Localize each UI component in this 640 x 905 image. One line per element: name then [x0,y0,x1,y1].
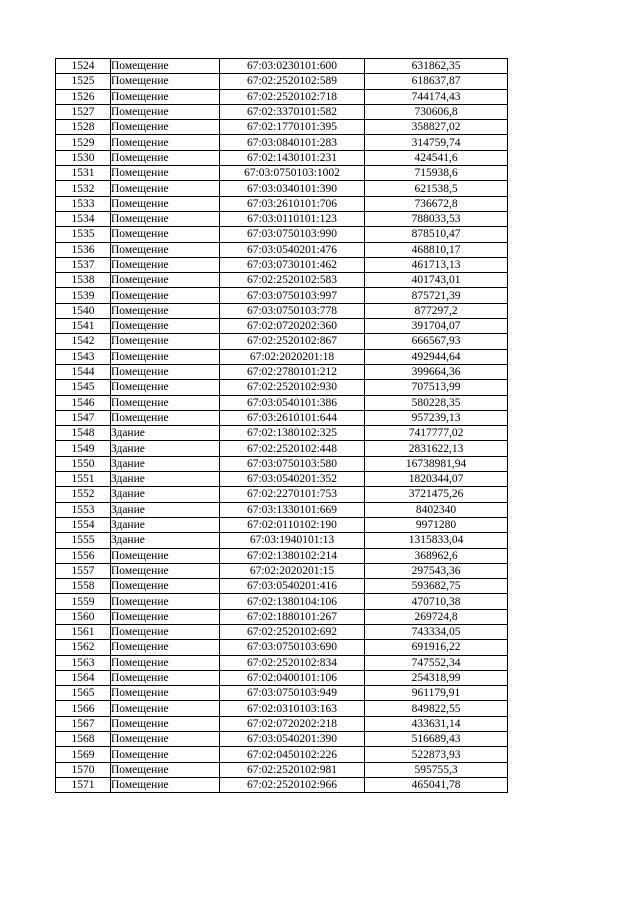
table-row [56,181,508,196]
row-number: 1541 [56,319,111,334]
object-type: Помещение [111,166,220,181]
table-row [56,349,508,364]
row-number: 1571 [56,777,111,792]
row-number: 1524 [56,59,111,74]
cadastral-value: 1820344,07 [365,472,508,487]
cadastral-value: 744174,43 [365,89,508,104]
cadastral-value: 461713,13 [365,257,508,272]
cadastral-number: 67:03:0540201:416 [220,579,365,594]
table-row [56,762,508,777]
table-row [56,59,508,74]
cadastral-number: 67:02:1380102:325 [220,426,365,441]
table-row [56,609,508,624]
cadastral-number: 67:02:2520102:930 [220,380,365,395]
table-row [56,533,508,548]
object-type: Здание [111,517,220,532]
cadastral-number: 67:02:2520102:589 [220,74,365,89]
row-number: 1563 [56,655,111,670]
cadastral-number: 67:03:0750103:778 [220,303,365,318]
row-number: 1538 [56,273,111,288]
object-type: Помещение [111,640,220,655]
cadastral-number: 67:03:0540201:476 [220,242,365,257]
cadastral-number: 67:02:2520102:834 [220,655,365,670]
row-number: 1565 [56,686,111,701]
cadastral-value: 788033,53 [365,211,508,226]
row-number: 1527 [56,104,111,119]
table-row [56,655,508,670]
cadastral-number: 67:02:2520102:718 [220,89,365,104]
cadastral-value: 254318,99 [365,670,508,685]
row-number: 1558 [56,579,111,594]
cadastral-number: 67:02:2780101:212 [220,364,365,379]
cadastral-value: 580228,35 [365,395,508,410]
cadastral-number: 67:02:2520102:692 [220,624,365,639]
cadastral-value: 618637,87 [365,74,508,89]
table-row [56,303,508,318]
cadastral-number: 67:02:2020201:15 [220,563,365,578]
cadastral-value: 465041,78 [365,777,508,792]
object-type: Помещение [111,120,220,135]
cadastral-value: 691916,22 [365,640,508,655]
object-type: Помещение [111,777,220,792]
row-number: 1543 [56,349,111,364]
cadastral-number: 67:03:2610101:644 [220,410,365,425]
row-number: 1562 [56,640,111,655]
cadastral-number: 67:03:0750103:580 [220,456,365,471]
table-row [56,395,508,410]
cadastral-number: 67:03:0540201:352 [220,472,365,487]
object-type: Помещение [111,104,220,119]
row-number: 1533 [56,196,111,211]
row-number: 1546 [56,395,111,410]
object-type: Помещение [111,303,220,318]
table-row [56,517,508,532]
table-row [56,288,508,303]
object-type: Помещение [111,732,220,747]
cadastral-value: 470710,38 [365,594,508,609]
object-type: Помещение [111,380,220,395]
row-number: 1557 [56,563,111,578]
table-row [56,701,508,716]
cadastral-number: 67:03:0340101:390 [220,181,365,196]
table-row [56,579,508,594]
row-number: 1537 [56,257,111,272]
table-row [56,548,508,563]
object-type: Здание [111,533,220,548]
cadastral-number: 67:02:0720202:218 [220,716,365,731]
table-row [56,670,508,685]
cadastral-value: 595755,3 [365,762,508,777]
object-type: Помещение [111,410,220,425]
cadastral-value: 736672,8 [365,196,508,211]
row-number: 1528 [56,120,111,135]
row-number: 1526 [56,89,111,104]
cadastral-value: 368962,6 [365,548,508,563]
cadastral-value: 878510,47 [365,227,508,242]
object-type: Помещение [111,211,220,226]
row-number: 1567 [56,716,111,731]
object-type: Помещение [111,227,220,242]
cadastral-number: 67:02:0720202:360 [220,319,365,334]
object-type: Помещение [111,257,220,272]
row-number: 1569 [56,747,111,762]
cadastral-number: 67:03:0540201:390 [220,732,365,747]
object-type: Помещение [111,288,220,303]
row-number: 1544 [56,364,111,379]
cadastral-value: 424541,6 [365,150,508,165]
object-type: Помещение [111,701,220,716]
cadastral-number: 67:03:0730101:462 [220,257,365,272]
cadastral-value: 314759,74 [365,135,508,150]
table-row [56,364,508,379]
object-type: Помещение [111,74,220,89]
object-type: Здание [111,456,220,471]
cadastral-number: 67:02:3370101:582 [220,104,365,119]
cadastral-value: 9971280 [365,517,508,532]
cadastral-number: 67:03:0110101:123 [220,211,365,226]
cadastral-value: 621538,5 [365,181,508,196]
row-number: 1535 [56,227,111,242]
object-type: Помещение [111,609,220,624]
cadastral-number: 67:03:0750103:1002 [220,166,365,181]
row-number: 1531 [56,166,111,181]
cadastral-value: 961179,91 [365,686,508,701]
object-type: Здание [111,502,220,517]
cadastral-number: 67:02:0400101:106 [220,670,365,685]
table-row [56,441,508,456]
cadastral-value: 875721,39 [365,288,508,303]
cadastral-value: 730606,8 [365,104,508,119]
cadastral-number: 67:02:2020201:18 [220,349,365,364]
table-row [56,196,508,211]
row-number: 1549 [56,441,111,456]
cadastral-number: 67:03:0750103:990 [220,227,365,242]
cadastral-value: 7417777,02 [365,426,508,441]
cadastral-value: 16738981,94 [365,456,508,471]
cadastral-number: 67:02:2520102:583 [220,273,365,288]
table-row [56,150,508,165]
row-number: 1560 [56,609,111,624]
cadastral-number: 67:02:1430101:231 [220,150,365,165]
object-type: Помещение [111,395,220,410]
row-number: 1534 [56,211,111,226]
cadastral-value: 666567,93 [365,334,508,349]
row-number: 1539 [56,288,111,303]
object-type: Помещение [111,670,220,685]
cadastral-number: 67:02:1770101:395 [220,120,365,135]
cadastral-number: 67:02:2520102:448 [220,441,365,456]
row-number: 1542 [56,334,111,349]
object-type: Помещение [111,655,220,670]
cadastral-value: 1315833,04 [365,533,508,548]
table-row [56,640,508,655]
row-number: 1556 [56,548,111,563]
row-number: 1554 [56,517,111,532]
object-type: Помещение [111,548,220,563]
cadastral-value: 516689,43 [365,732,508,747]
object-type: Помещение [111,686,220,701]
cadastral-number: 67:02:0310103:163 [220,701,365,716]
object-type: Помещение [111,349,220,364]
cadastral-value: 743334,05 [365,624,508,639]
object-type: Помещение [111,747,220,762]
cadastral-value: 2831622,13 [365,441,508,456]
object-type: Помещение [111,181,220,196]
cadastral-value: 715938,6 [365,166,508,181]
row-number: 1547 [56,410,111,425]
cadastral-number: 67:02:2270101:753 [220,487,365,502]
table-row [56,211,508,226]
cadastral-number: 67:02:0450102:226 [220,747,365,762]
table-row [56,227,508,242]
table-row [56,456,508,471]
table-row [56,89,508,104]
table-row [56,74,508,89]
table-row [56,166,508,181]
table-row [56,563,508,578]
cadastral-value: 401743,01 [365,273,508,288]
cadastral-value: 707513,99 [365,380,508,395]
object-type: Помещение [111,762,220,777]
object-type: Помещение [111,196,220,211]
cadastral-number: 67:03:1330101:669 [220,502,365,517]
row-number: 1564 [56,670,111,685]
cadastral-value: 849822,55 [365,701,508,716]
cadastral-number: 67:02:2520102:981 [220,762,365,777]
row-number: 1551 [56,472,111,487]
cadastral-number: 67:02:2520102:966 [220,777,365,792]
cadastral-value: 468810,17 [365,242,508,257]
cadastral-value: 522873,93 [365,747,508,762]
row-number: 1555 [56,533,111,548]
object-type: Здание [111,426,220,441]
table-row [56,624,508,639]
row-number: 1545 [56,380,111,395]
object-type: Помещение [111,334,220,349]
cadastral-number: 67:03:2610101:706 [220,196,365,211]
cadastral-number: 67:03:0750103:690 [220,640,365,655]
table-row [56,242,508,257]
object-type: Помещение [111,89,220,104]
cadastral-number: 67:02:0110102:190 [220,517,365,532]
table-row [56,104,508,119]
cadastral-number: 67:02:2520102:867 [220,334,365,349]
cadastral-value: 593682,75 [365,579,508,594]
row-number: 1536 [56,242,111,257]
object-type: Помещение [111,59,220,74]
row-number: 1525 [56,74,111,89]
table-row [56,594,508,609]
table-row [56,273,508,288]
cadastral-number: 67:03:0750103:949 [220,686,365,701]
row-number: 1559 [56,594,111,609]
cadastral-value: 399664,36 [365,364,508,379]
row-number: 1529 [56,135,111,150]
object-type: Помещение [111,563,220,578]
table-row [56,487,508,502]
cadastral-value: 391704,07 [365,319,508,334]
object-type: Помещение [111,273,220,288]
cadastral-number: 67:03:1940101:13 [220,533,365,548]
object-type: Здание [111,487,220,502]
object-type: Помещение [111,594,220,609]
row-number: 1570 [56,762,111,777]
table-row [56,380,508,395]
table-row [56,135,508,150]
row-number: 1550 [56,456,111,471]
cadastral-value: 433631,14 [365,716,508,731]
cadastral-value: 358827,02 [365,120,508,135]
row-number: 1561 [56,624,111,639]
table-row [56,472,508,487]
table-row [56,777,508,792]
cadastral-number: 67:03:0840101:283 [220,135,365,150]
row-number: 1532 [56,181,111,196]
cadastral-value: 8402340 [365,502,508,517]
object-type: Помещение [111,364,220,379]
cadastral-number: 67:03:0750103:997 [220,288,365,303]
row-number: 1566 [56,701,111,716]
cadastral-value: 631862,35 [365,59,508,74]
cadastral-value: 297543,36 [365,563,508,578]
object-type: Помещение [111,150,220,165]
object-type: Помещение [111,135,220,150]
cadastral-value: 747552,34 [365,655,508,670]
cadastral-value: 269724,8 [365,609,508,624]
object-type: Помещение [111,624,220,639]
row-number: 1540 [56,303,111,318]
cadastral-number: 67:02:1380104:106 [220,594,365,609]
object-type: Помещение [111,579,220,594]
row-number: 1530 [56,150,111,165]
object-type: Помещение [111,319,220,334]
table-row [56,732,508,747]
cadastral-value: 492944,64 [365,349,508,364]
object-type: Здание [111,472,220,487]
cadastral-value: 877297,2 [365,303,508,318]
cadastral-value: 957239,13 [365,410,508,425]
row-number: 1552 [56,487,111,502]
cadastral-number: 67:02:1380102:214 [220,548,365,563]
table-row [56,686,508,701]
table-row [56,426,508,441]
table-row [56,502,508,517]
table-row [56,716,508,731]
cadastral-number: 67:03:0230101:600 [220,59,365,74]
row-number: 1553 [56,502,111,517]
object-type: Здание [111,441,220,456]
table-row [56,747,508,762]
object-type: Помещение [111,716,220,731]
registry-table-body [56,59,508,793]
row-number: 1548 [56,426,111,441]
row-number: 1568 [56,732,111,747]
table-row [56,257,508,272]
table-row [56,334,508,349]
table-row [56,120,508,135]
table-row [56,410,508,425]
cadastral-value: 3721475,26 [365,487,508,502]
cadastral-number: 67:03:0540101:386 [220,395,365,410]
cadastral-number: 67:02:1880101:267 [220,609,365,624]
table-row [56,319,508,334]
property-registry-table [55,58,508,793]
object-type: Помещение [111,242,220,257]
